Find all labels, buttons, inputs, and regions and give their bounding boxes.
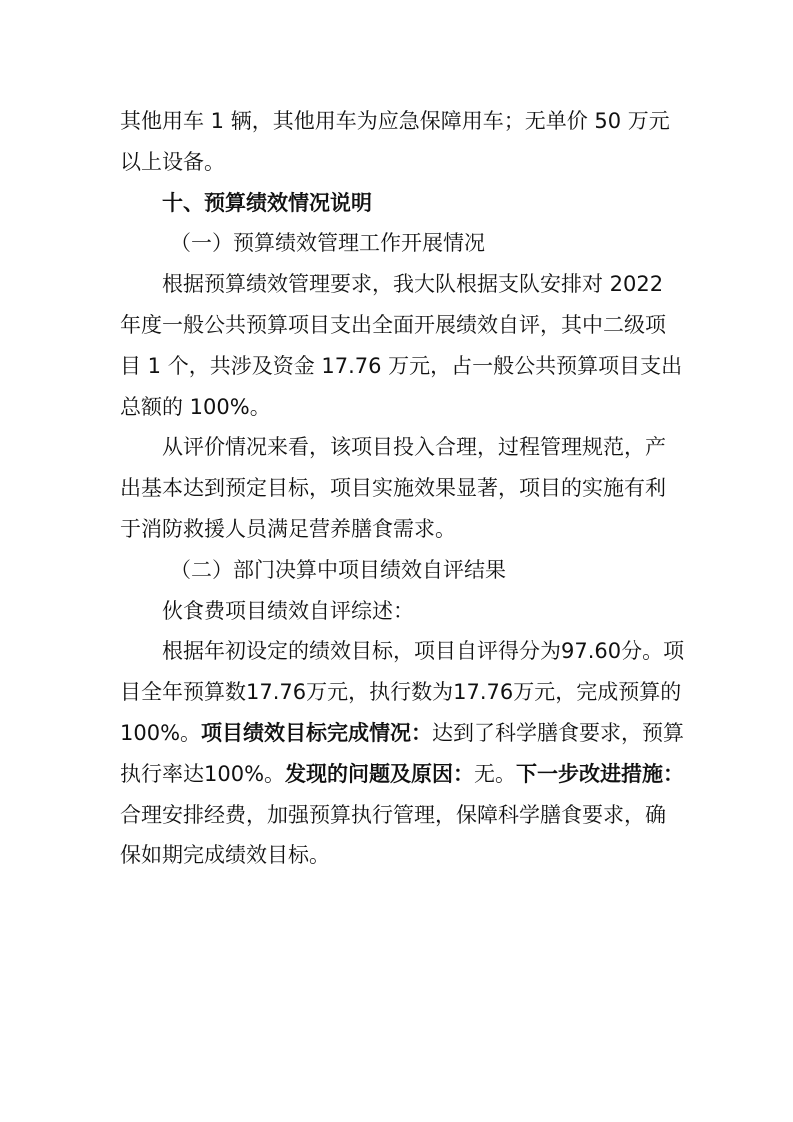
body-line: 根据预算绩效管理要求，我大队根据支队安排对 2022 <box>162 272 664 297</box>
body-line: 根据年初设定的绩效目标，项目自评得分为97.60分。项 <box>162 639 685 664</box>
document-body <box>120 101 685 876</box>
body-line: 出基本达到预定目标，项目实施效果显著，项目的实施有利 <box>120 476 666 501</box>
body-line: 总额的 100%。 <box>120 394 271 419</box>
subsection-heading: （一）预算绩效管理工作开展情况 <box>170 231 485 256</box>
section-heading: 十、预算绩效情况说明 <box>162 190 372 215</box>
body-text: 无。 <box>474 761 517 786</box>
body-line: 保如期完成绩效目标。 <box>120 843 330 868</box>
body-line: 目全年预算数17.76万元，执行数为17.76万元，完成预算的 <box>120 680 682 705</box>
body-text: 达到了科学膳食要求，预算 <box>432 720 685 745</box>
subsection-heading: （二）部门决算中项目绩效自评结果 <box>170 557 506 582</box>
body-line: 从评价情况来看，该项目投入合理，过程管理规范，产 <box>162 435 666 460</box>
body-line: 以上设备。 <box>120 149 225 174</box>
body-line: 目 1 个，共涉及资金 17.76 万元，占一般公共预算项目支出 <box>120 353 683 378</box>
body-line: 年度一般公共预算项目支出全面开展绩效自评，其中二级项 <box>120 312 666 337</box>
body-line: 于消防救援人员满足营养膳食需求。 <box>120 516 456 541</box>
body-line: 其他用车 1 辆，其他用车为应急保障用车；无单价 50 万元 <box>120 109 670 133</box>
bold-label: 下一步改进措施： <box>516 761 685 786</box>
body-line <box>120 713 685 754</box>
body-line: 伙食费项目绩效自评综述： <box>162 598 414 623</box>
body-line: 合理安排经费，加强预算执行管理，保障科学膳食要求，确 <box>120 802 666 827</box>
bold-label: 项目绩效目标完成情况： <box>201 720 433 745</box>
bold-label: 发现的问题及原因： <box>285 761 475 786</box>
body-line <box>120 754 685 795</box>
body-text: 执行率达100%。 <box>120 761 286 786</box>
body-text: 100%。 <box>120 720 202 745</box>
